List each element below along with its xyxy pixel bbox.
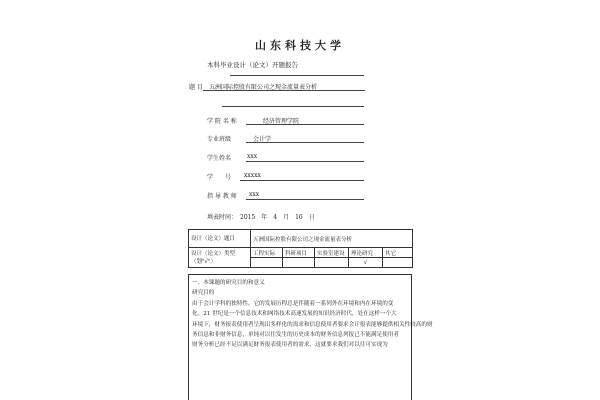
type-research-project: 科研项目 xyxy=(283,248,315,258)
topic-rule-2 xyxy=(222,106,364,107)
table-topic-label: 设计（论文）题目 xyxy=(189,230,251,248)
table-type-label: 设计（论文）类型（划"√"） xyxy=(189,248,251,268)
info-value-advisor: xxx xyxy=(249,191,260,198)
info-value-student: xxx xyxy=(247,153,258,160)
section-heading: 一、本课题的研究目的和意义 xyxy=(192,280,265,286)
title-rule xyxy=(230,75,364,76)
topic-rule xyxy=(203,90,365,91)
check-lab-construction xyxy=(315,258,349,268)
report-title: 本科毕业设计（论文）开题报告 xyxy=(207,61,298,69)
type-lab-construction: 实验室建设 xyxy=(315,248,349,258)
body-line: 由于会计学科的独特性，它的发展历程总是伴随着一系列外在环境和内在环境的变 xyxy=(192,300,394,307)
type-theory-research: 理论研究 xyxy=(349,248,383,258)
body-line: 务信息和非财务信息，单纯对以往发生的历史成本的财务信息列报已不能满足使用者 xyxy=(192,332,399,339)
check-research-project xyxy=(283,258,315,268)
info-label-class: 专业班级 xyxy=(207,136,232,143)
check-theory-research: √ xyxy=(349,258,383,268)
body-line: 财务分析已经不足以满足财务报表使用者的需求，这就要求我们对以往可实现为 xyxy=(192,342,388,349)
table-topic-value: 五洲国际控股有限公司之现金流量表分析 xyxy=(251,230,413,248)
info-rule-college xyxy=(246,124,364,125)
info-value-class: 会计学 xyxy=(253,136,272,143)
info-label-id: 学 号 xyxy=(207,174,232,181)
info-value-id: xxxxx xyxy=(244,172,261,179)
topic-value: 五洲国际控股有限公司之现金流量表分析 xyxy=(209,84,318,91)
topic-table xyxy=(188,229,413,268)
type-other: 其它 xyxy=(383,248,413,258)
info-rule-class xyxy=(246,142,364,143)
info-label-student: 学生姓名 xyxy=(207,155,232,162)
info-label-advisor: 指 导 教 师 xyxy=(207,193,237,200)
fill-date: 填表时间： 2015 年 4 月 16 日 xyxy=(207,214,315,221)
type-engineering: 工程实际 xyxy=(251,248,283,258)
info-rule-id xyxy=(240,180,364,181)
info-value-college: 经济管理学院 xyxy=(263,118,300,125)
info-label-college: 学 院 名 称 xyxy=(207,118,237,125)
info-rule-advisor xyxy=(246,199,364,200)
research-purpose-section xyxy=(188,274,433,400)
info-rule-student xyxy=(246,161,364,162)
university-name: 山东科技大学 xyxy=(255,39,345,52)
check-other xyxy=(383,258,413,268)
body-line: 环境下，财务报表使用者呈现出多样化的需求和信息使用者要求会计报表能够提供相关性较高的财 xyxy=(192,321,433,328)
body-line: 化。21 世纪是一个信息技术和网络技术高速发展的知识经济时代，处在这样一个大 xyxy=(192,311,397,318)
subheading: 研究目的 xyxy=(192,290,215,297)
topic-label: 题 目 xyxy=(189,84,203,91)
check-engineering xyxy=(251,258,283,268)
